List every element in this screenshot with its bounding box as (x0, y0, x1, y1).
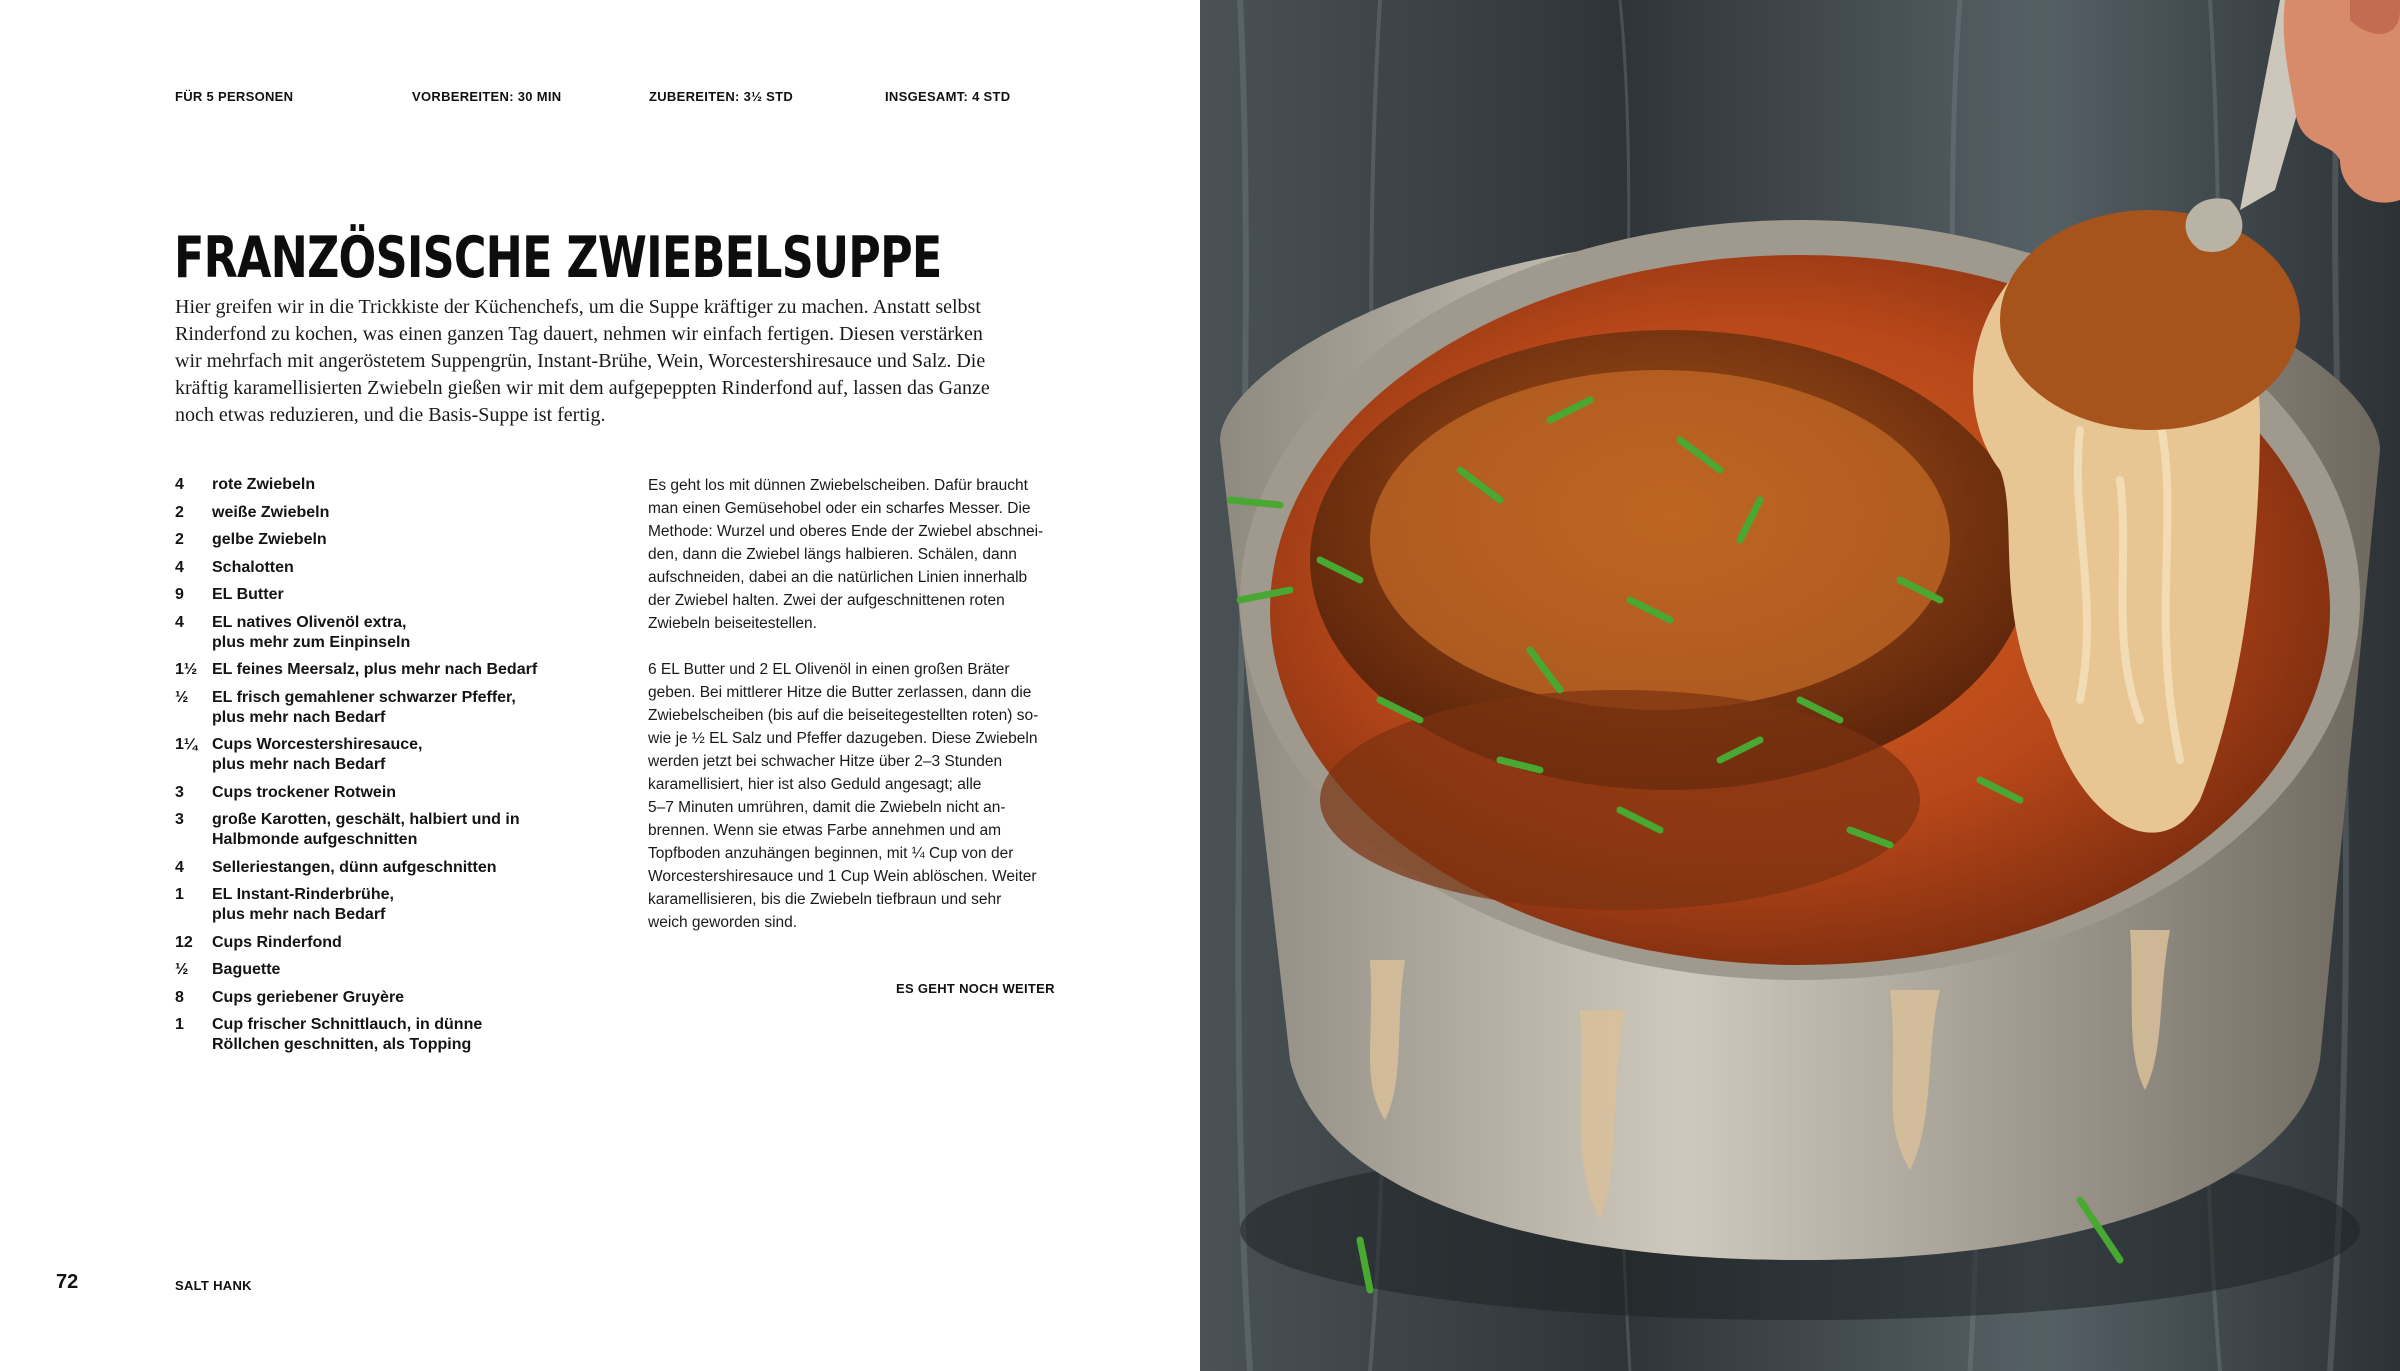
ingredient-item (175, 585, 595, 605)
page-number: 72 (56, 1271, 79, 1293)
ingredient-text: EL feines Meersalz, plus mehr nach Bedarf (212, 661, 538, 678)
ingredient-quantity: ½ (175, 688, 189, 706)
ingredient-item (175, 858, 595, 878)
cook-time: ZUBEREITEN: 3½ STD (649, 89, 794, 104)
ingredient-item (175, 613, 595, 653)
ingredient-text: Baguette (212, 961, 281, 978)
ingredient-quantity: 2 (175, 531, 184, 548)
ingredient-item (175, 988, 595, 1008)
melted-cheese (1370, 370, 1950, 710)
ingredient-text: Cup frischer Schnittlauch, in dünne Röllchen geschnitten, als Topping (212, 1016, 483, 1053)
ingredient-item (175, 475, 595, 495)
total-time: INSGESAMT: 4 STD (885, 89, 1011, 104)
ingredient-item (175, 933, 595, 953)
ingredient-quantity: 4 (175, 613, 184, 631)
ingredient-text: rote Zwiebeln (212, 476, 316, 493)
ingredient-item (175, 1015, 595, 1055)
ingredient-text: weiße Zwiebeln (212, 503, 330, 521)
ingredient-list (175, 475, 595, 1063)
ingredient-quantity: 8 (175, 988, 184, 1006)
ingredient-text: große Karotten, geschält, halbiert und in Halbmonde aufgeschnitten (212, 811, 520, 848)
ingredient-item (175, 960, 595, 980)
continue-note: ES GEHT NOCH WEITER (896, 981, 1055, 996)
ingredient-text: Cups geriebener Gruyère (212, 988, 405, 1006)
ingredient-quantity: 4 (175, 858, 184, 876)
ingredient-text: Schalotten (212, 558, 294, 576)
ingredient-quantity: 1½ (175, 661, 198, 678)
method-steps (648, 474, 1068, 957)
ingredient-text: Cups trockener Rotwein (212, 783, 397, 801)
ingredient-text: Cups Rinderfond (212, 933, 342, 951)
ingredient-text: EL Butter (212, 586, 284, 603)
ingredient-quantity: 2 (175, 503, 184, 521)
right-page (1200, 0, 2400, 1371)
ingredient-quantity: 9 (175, 586, 184, 603)
ingredient-item (175, 688, 595, 728)
ingredient-text: EL Instant-Rinderbrühe, plus mehr nach Bedarf (212, 886, 394, 923)
ingredient-item (175, 783, 595, 803)
ingredient-quantity: ½ (175, 961, 189, 978)
ingredient-item (175, 558, 595, 578)
second-crust (1320, 690, 1920, 910)
recipe-title: FRANZÖSISCHE ZWIEBELSUPPE (174, 225, 942, 291)
ingredient-quantity: 4 (175, 558, 184, 576)
ingredient-text: EL frisch gemahlener schwarzer Pfeffer, plus mehr nach Bedarf (212, 688, 516, 726)
ingredient-quantity: 4 (175, 476, 184, 493)
ingredient-text: Cups Worcestershiresauce, plus mehr nach Bedarf (212, 736, 423, 773)
ingredient-item (175, 735, 595, 775)
running-head: SALT HANK (175, 1278, 252, 1293)
servings: FÜR 5 PERSONEN (175, 89, 294, 104)
ingredient-item (175, 530, 595, 550)
ingredient-item (175, 885, 595, 925)
recipe-intro: Hier greifen wir in die Trickkiste der Küchenchefs, um die Suppe kräftiger zu machen. Anstatt selbst Rinderfond zu kochen, was einen ganzen Tag dauert, nehmen wir einfach fertigen. Diesen verstärken wir mehrfach mit angeröstetem Suppengrün, Instant-Brühe, Wein, Worcestershiresauce und Salz. Die kräftig karamellisierten Zwiebeln gießen wir mit dem aufgepeppten Rinderfond auf, lassen das Ganze noch etwas reduzieren, und die Basis-Suppe ist fertig. (175, 296, 990, 426)
ingredient-text: Selleriestangen, dünn aufgeschnitten (212, 858, 497, 876)
ingredient-quantity: 1 (175, 886, 184, 903)
spoon-bowl-content (2000, 210, 2300, 430)
method-paragraph: 6 EL Butter und 2 EL Olivenöl in einen großen Bräter geben. Bei mittlerer Hitze die Butter zerlassen, dann die Zwiebelscheiben (bis auf die beiseitegestellten roten) so- wie je ½ EL Salz und Pfeffer dazugeben. Diese Zwiebeln werden jetzt bei schwacher Hitze über 2–3 Stunden karamellisiert, hier ist also Geduld angesagt; alle 5–7 Minuten umrühren, damit die Zwiebeln nicht an- brennen. Wenn sie etwas Farbe annehmen und am Topfboden anzuhängen beginnen, mit ¼ Cup von der Worcestershiresauce und 1 Cup Wein ablöschen. Weiter karamellisieren, bis die Zwiebeln tiefbraun und sehr weich geworden sind. (648, 661, 1039, 931)
recipe-meta (175, 89, 1075, 109)
onion-soup-photo (1200, 0, 2400, 1371)
ingredient-quantity: 3 (175, 811, 184, 828)
ingredient-quantity: 1¼ (175, 736, 198, 753)
prep-time: VORBEREITEN: 30 MIN (412, 89, 562, 104)
ingredient-item (175, 810, 595, 850)
ingredient-item (175, 503, 595, 523)
ingredient-quantity: 12 (175, 933, 193, 951)
method-paragraph: Es geht los mit dünnen Zwiebelscheiben. Dafür braucht man einen Gemüsehobel oder ein scharfes Messer. Die Methode: Wurzel und oberes Ende der Zwiebel abschnei- den, dann die Zwiebel längs halbieren. Schälen, dann aufschneiden, dabei an die natürlichen Linien innerhalb der Zwiebel halten. Zwei der aufgeschnittenen roten Zwiebeln beiseitestellen. (648, 477, 1044, 632)
ingredient-quantity: 3 (175, 783, 184, 801)
ingredient-text: EL natives Olivenöl extra, plus mehr zum Einpinseln (212, 613, 411, 651)
ingredient-text: gelbe Zwiebeln (212, 531, 327, 548)
ingredient-quantity: 1 (175, 1016, 184, 1033)
ingredient-item (175, 660, 595, 680)
